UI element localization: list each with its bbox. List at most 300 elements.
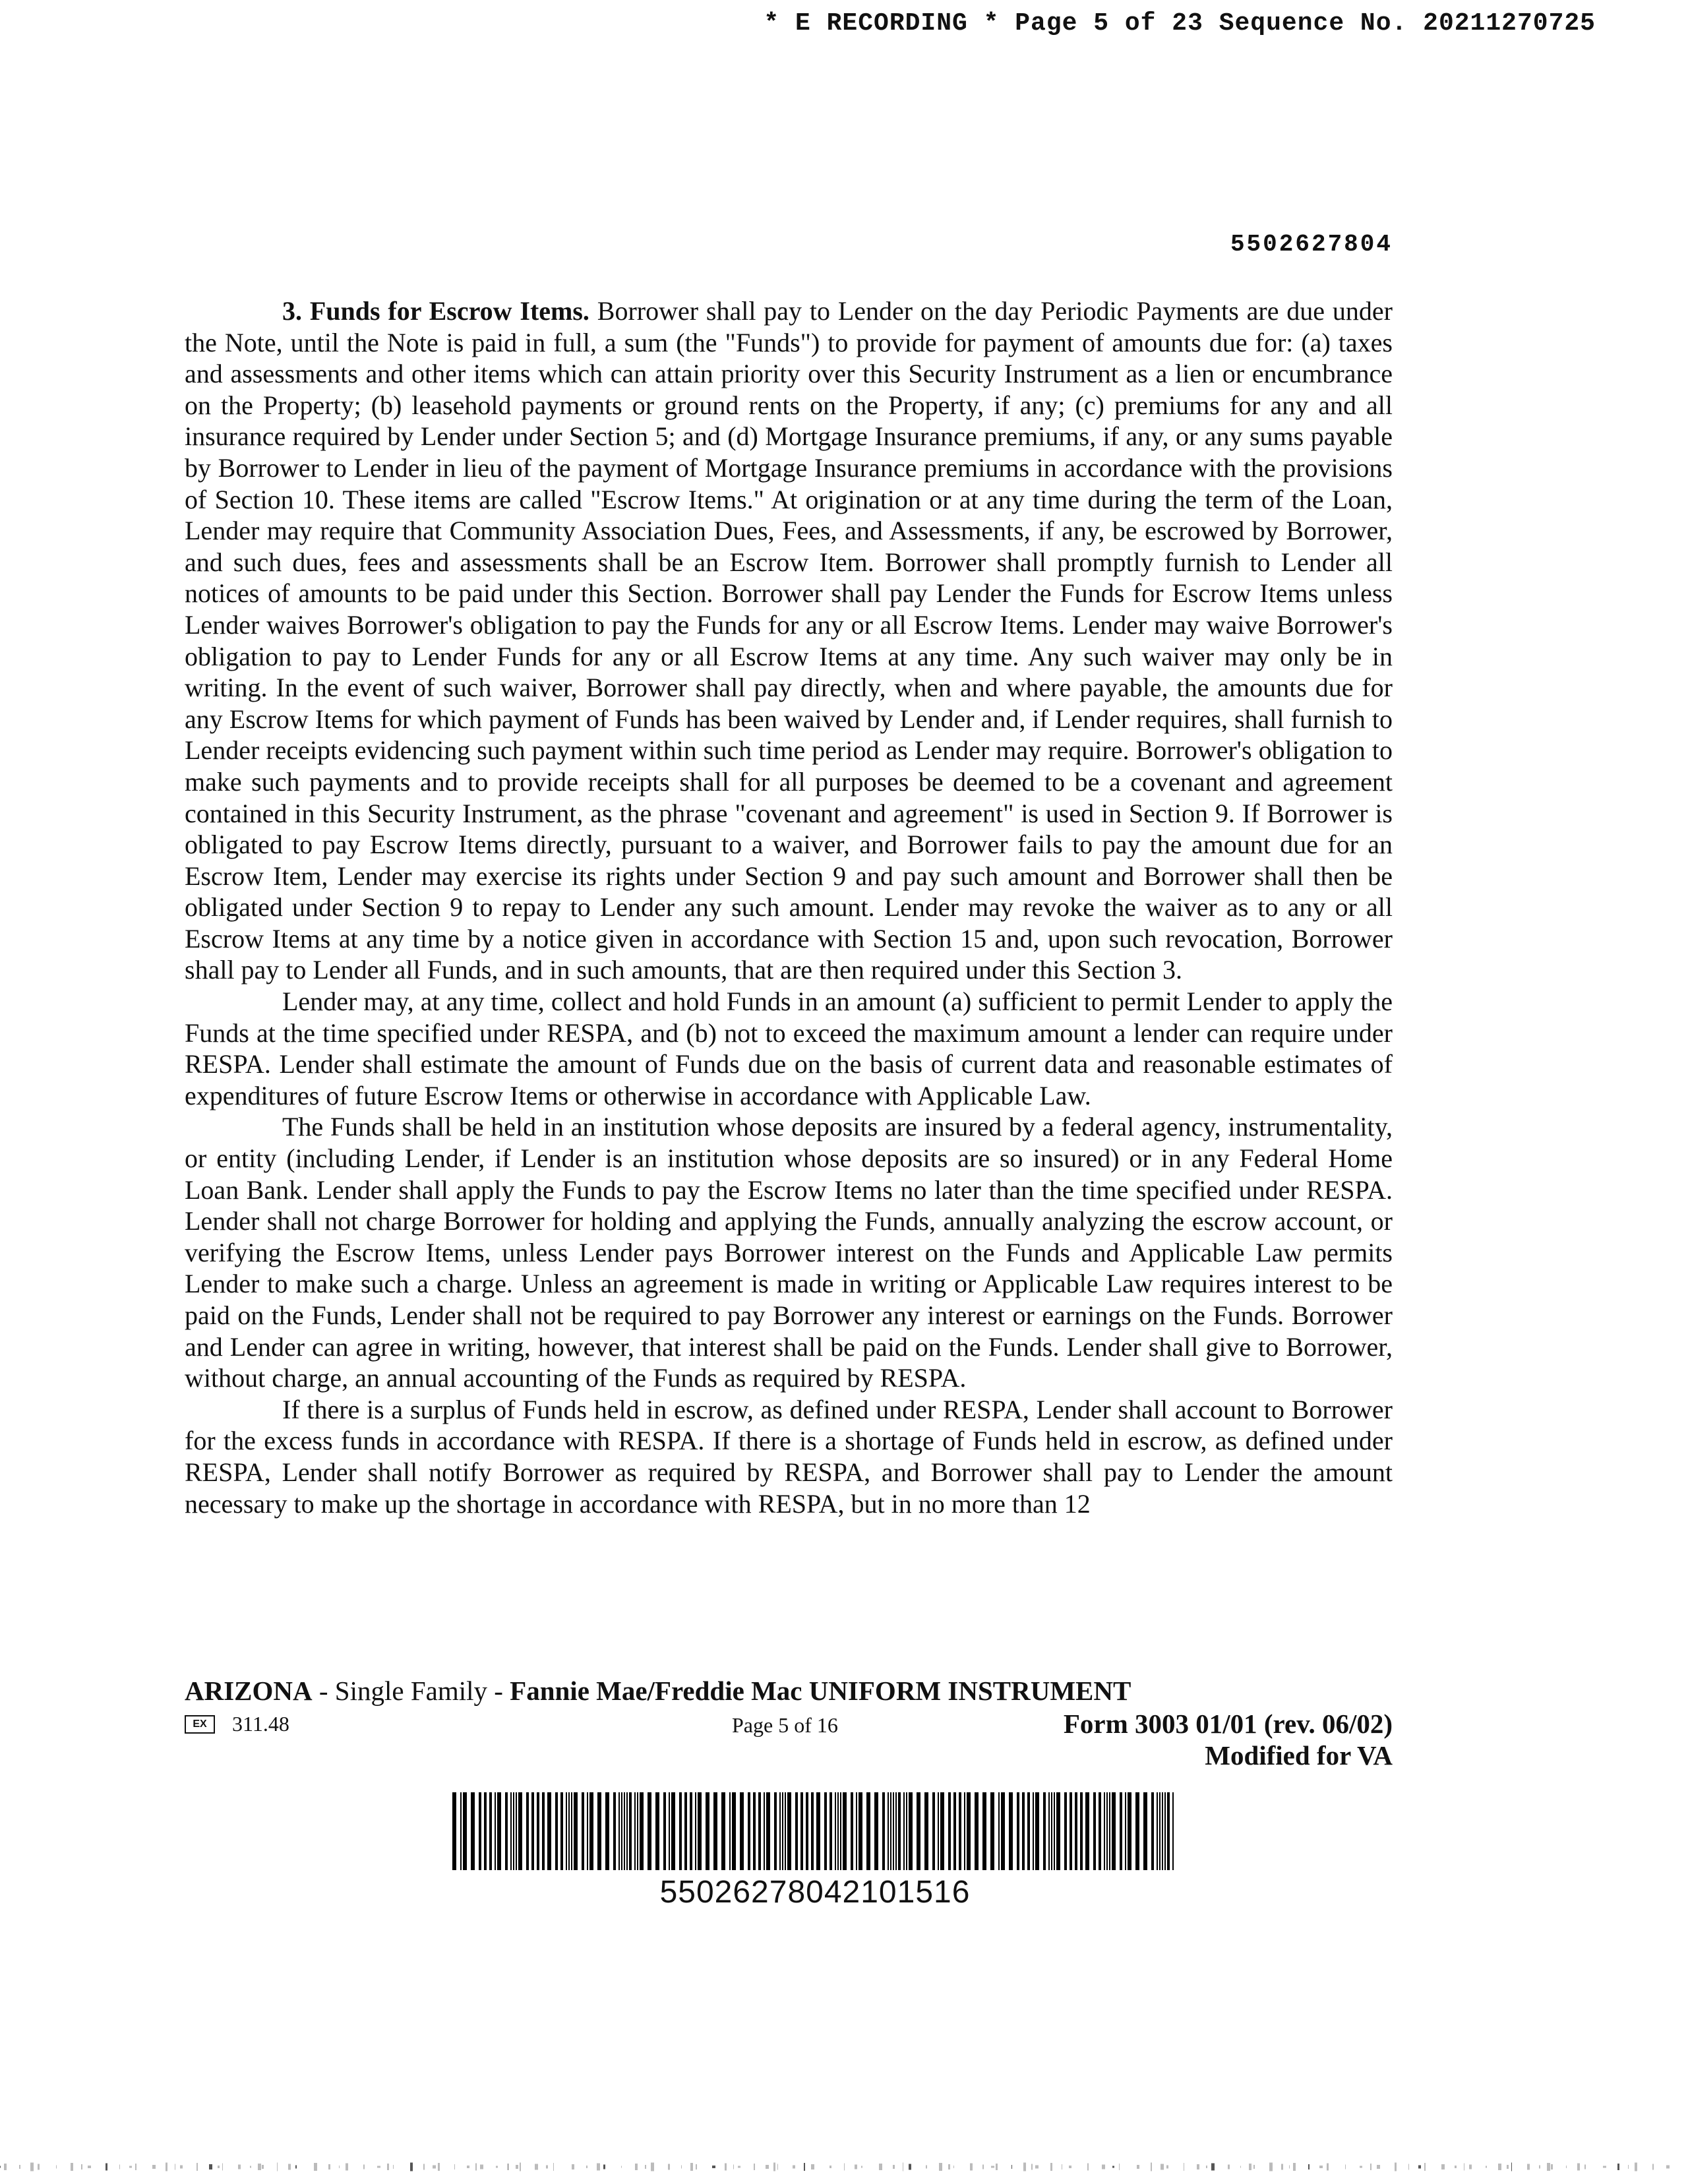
barcode-bar [597,1792,601,1870]
barcode-bar [1070,1792,1072,1870]
barcode-bar [893,1792,894,1870]
scan-speck [1370,2164,1372,2170]
barcode-bar [1035,1792,1039,1870]
scan-speck [238,2165,241,2169]
scan-speck [454,2164,455,2169]
barcode-bar [1109,1792,1110,1870]
barcode-bar [1080,1792,1083,1870]
scan-speck [438,2163,440,2171]
ex-logo-icon: EX [185,1715,215,1734]
scan-speck [773,2163,775,2171]
barcode-bar [640,1792,644,1870]
modified-note: Modified for VA [1205,1740,1393,1771]
barcode-bar [882,1792,885,1870]
barcode-bar [505,1792,508,1870]
barcode-bar [1054,1792,1055,1870]
barcode-bar [1064,1792,1067,1870]
scan-speck [1228,2165,1230,2169]
scan-speck [119,2165,120,2169]
scan-speck [1160,2164,1164,2170]
scan-speck [948,2164,950,2169]
barcode-bar [953,1792,956,1870]
scan-speck [1269,2163,1273,2171]
scan-speck [1360,2166,1362,2168]
scan-speck [520,2163,521,2171]
scan-speck [1469,2165,1472,2169]
barcode-bar [1143,1792,1147,1870]
barcode-bar [537,1792,539,1870]
scan-speck [387,2164,389,2170]
scan-speck [393,2165,394,2169]
barcode-bar [959,1792,961,1870]
scan-speck [793,2166,795,2169]
barcode-bar [555,1792,558,1870]
barcode-bar [948,1792,951,1870]
barcode-bar [732,1792,736,1870]
scan-speck [535,2164,538,2170]
scan-speck [56,2166,57,2169]
barcode-bar [924,1792,928,1870]
scan-speck [766,2165,769,2169]
barcode-bar [859,1792,862,1870]
barcode-bar [740,1792,744,1870]
scan-speck [467,2166,469,2168]
scan-speck [410,2163,413,2171]
loan-number: 5502627804 [1230,231,1393,258]
barcode-bar [840,1792,841,1870]
scan-speck [1539,2166,1540,2169]
scan-speck [1281,2164,1283,2170]
barcode-bar [795,1792,798,1870]
barcode-bar [811,1792,814,1870]
barcode-bar [816,1792,820,1870]
barcode-bar [906,1792,907,1870]
barcode-bar [637,1792,638,1870]
barcode-bar [1167,1792,1170,1870]
barcode-bar [990,1792,994,1870]
barcode-bar [774,1792,777,1870]
scan-speck [1424,2163,1426,2171]
scan-speck [1197,2164,1199,2169]
scan-speck [1011,2165,1012,2169]
section-heading: 3. Funds for Escrow Items. [282,296,589,326]
barcode-bar [542,1792,545,1870]
scan-speck [1249,2164,1251,2170]
barcode-bar [684,1792,687,1870]
barcode-bar [624,1792,625,1870]
barcode-bar [560,1792,563,1870]
barcode-bar [843,1792,847,1870]
scan-speck [38,2164,40,2170]
scan-speck [621,2166,622,2168]
scan-speck [645,2165,646,2169]
barcode-bar [729,1792,731,1870]
scan-speck [1498,2164,1501,2170]
barcode-bar [671,1792,675,1870]
scan-speck [475,2164,477,2171]
barcode-bar [669,1792,670,1870]
barcode-bar [1075,1792,1077,1870]
barcode-bar [909,1792,913,1870]
paragraph-surplus: If there is a surplus of Funds held in escrow, as defined under RESPA, Lender shall account to Borrower for the excess funds in accordance with RESPA. If there is a shortage of Funds held in escrow, as defined under RESPA, Lender shall notify Borrower as required by RESPA, and Borrower shall pay to Lender the amount necessary to make up the shortage in accordance with RESPA, but in no more than 12 [185,1394,1393,1519]
scan-speck [339,2166,340,2168]
scan-speck [135,2164,136,2170]
form-number: Form 3003 01/01 (rev. 06/02) [1063,1709,1393,1739]
scan-speck [480,2165,483,2169]
barcode-bar [479,1792,481,1870]
barcode-bar [940,1792,944,1870]
barcode-bar [566,1792,567,1870]
barcode-bar [932,1792,935,1870]
scan-speck [152,2165,156,2169]
scan-speck [1547,2163,1550,2171]
scan-speck [603,2165,605,2169]
scan-speck [1666,2166,1670,2169]
scan-speck [1050,2163,1052,2171]
scan-speck [1211,2164,1215,2171]
scan-speck [1395,2163,1397,2171]
barcode-bar [1027,1792,1030,1870]
barcode-bar [1112,1792,1116,1870]
scan-speck [1551,2164,1553,2169]
scan-speck [754,2164,755,2170]
barcode-bar [964,1792,965,1870]
barcode-bar [489,1792,492,1870]
barcode-bar [1120,1792,1122,1870]
footer-state: ARIZONA [185,1676,313,1706]
scan-speck [129,2166,132,2168]
barcode-bar [1099,1792,1101,1870]
scan-speck [1507,2165,1509,2169]
barcode-bar [1043,1792,1046,1870]
barcode-bar [1135,1792,1139,1870]
scan-speck [1240,2166,1241,2168]
scan-speck [1327,2164,1329,2171]
barcode-bar [829,1792,832,1870]
barcode-bar [998,1792,1000,1870]
barcode-bar [547,1792,551,1870]
barcode-bar [690,1792,692,1870]
barcode-number: 55026278042101516 [659,1875,971,1910]
scan-speck [1035,2166,1039,2169]
recording-header: * E RECORDING * Page 5 of 23 Sequence No. 20211270725 [764,9,1596,38]
scan-speck [681,2166,682,2169]
scan-speck [258,2164,261,2170]
scan-speck [804,2163,805,2171]
scan-speck [1566,2166,1567,2168]
barcode-bar [1048,1792,1050,1870]
scan-speck [1069,2166,1071,2168]
barcode-bar [748,1792,750,1870]
barcode-bar [1017,1792,1019,1870]
scan-speck [288,2164,291,2170]
barcode-bar [713,1792,717,1870]
scan-speck [733,2165,734,2169]
scan-speck [1166,2166,1168,2169]
scan-speck [855,2165,857,2169]
barcode-bar [766,1792,770,1870]
barcode-bar [495,1792,496,1870]
barcode-bar [1009,1792,1013,1870]
footer-page-number: Page 5 of 16 [732,1713,838,1737]
scan-speck [0,2166,1,2168]
scan-speck [277,2163,278,2171]
barcode-bar [589,1792,593,1870]
barcode-bar [1093,1792,1096,1870]
barcode-bar [888,1792,889,1870]
scan-speck [88,2166,91,2168]
barcode-bar [582,1792,584,1870]
scan-speck [1137,2165,1139,2169]
footer-form-number [1064,1708,1393,1771]
scan-speck [953,2166,954,2168]
barcode-bar [851,1792,853,1870]
scan-speck [1087,2164,1089,2171]
barcode-bar [779,1792,781,1870]
barcode-bar [574,1792,578,1870]
scan-speck [939,2163,942,2171]
scan-speck [1345,2165,1346,2169]
barcode-bar [721,1792,725,1870]
barcode-bar [1172,1792,1174,1870]
barcode-bar [917,1792,920,1870]
footer-instrument: Fannie Mae/Freddie Mac UNIFORM INSTRUMENT [510,1676,1131,1706]
barcode-bar [568,1792,570,1870]
barcode-bar [1164,1792,1166,1870]
barcode-bar [706,1792,709,1870]
scan-artifact-strip [0,2162,1688,2172]
barcode-bar [800,1792,803,1870]
barcode-bar [471,1792,475,1870]
barcode-bar [890,1792,891,1870]
barcode-bar [764,1792,765,1870]
scan-speck [1023,2163,1026,2171]
scan-speck [314,2163,317,2171]
barcode-bar [1085,1792,1089,1870]
barcode-bar [1056,1792,1060,1870]
footer-instrument-line [185,1675,1131,1707]
barcode-bar [1022,1792,1025,1870]
paragraph-funds-for-escrow [185,295,1393,986]
scan-speck [991,2166,994,2168]
scan-speck [1441,2164,1445,2169]
scan-speck [696,2164,697,2169]
barcode-bar [753,1792,756,1870]
scan-speck [1319,2166,1323,2168]
footer-form-code [185,1712,289,1736]
scan-speck [1377,2165,1380,2169]
barcode-bar [663,1792,666,1870]
scan-speck [1486,2166,1487,2168]
barcode-bar [513,1792,514,1870]
scan-speck [1418,2166,1421,2169]
scan-speck [262,2165,264,2169]
scan-speck [1635,2163,1637,2171]
scan-speck [861,2166,862,2168]
paragraph-text: Borrower shall pay to Lender on the day Periodic Payments are due under the Note, until the Note is paid in full, a sum (the "Funds") to provide for payment of amounts due for: (a) taxes and assessments and other items which can attain priority over this Security Instrument as a lien or encumbrance on the Property; (b) leasehold payments or ground rents on the Property, if any; (c) premiums for any and all insurance required by Lender under Section 5; and (d) Mortgage Insurance premiums, if any, or any sums payable by Borrower to Lender in lieu of the payment of Mortgage Insurance premiums in accordance with the provisions of Section 10. These items are called "Escrow Items." At origination or at any time during the term of the Loan, Lender may require that Community Association Dues, Fees, and Assessments, if any, be escrowed by Borrower, and such dues, fees and assessments shall be an Escrow Item. Borrower shall promptly furnish to Lender all notices of amounts to be paid under this Section. Borrower shall pay Lender the Funds for Escrow Items unless Lender waives Borrower's obligation to pay the Funds for any or all Escrow Items. Lender may waive Borrower's obligation to pay to Lender Funds for any or all Escrow Items at any time. Any such waiver may only be in writing. In the event of such waiver, Borrower shall pay directly, when and where payable, the amounts due for any Escrow Items for which payment of Funds has been waived by Lender and, if Lender requires, shall furnish to Lender receipts evidencing such payment within such time period as Lender may require. Borrower's obligation to make such payments and to provide receipts shall for all purposes be deemed to be a covenant and agreement contained in this Security Instrument, as the phrase "covenant and agreement" is used in Section 9. If Borrower is obligated to pay Escrow Items directly, pursuant to a waiver, and Borrower fails to pay the amount due for an Escrow Item, Lender may exercise its rights under Section 9 and pay such amount and Borrower shall then be obligated under Section 9 to repay to Lender any such amount. Lender may revoke the waiver as to any or all Escrow Items at any time by a notice given in accordance with Section 15 and, upon such revocation, Borrower shall pay to Lender all Funds, and in such amounts, that are then required under this Section 3. [185,296,1393,985]
barcode-bar [626,1792,628,1870]
scan-speck [328,2164,330,2169]
barcode-bar [463,1792,467,1870]
barcode-bar [938,1792,939,1870]
scan-speck [970,2164,973,2171]
scan-speck [81,2164,82,2169]
scan-speck [4,2164,7,2170]
scan-speck [1511,2163,1512,2171]
barcode-bar [648,1792,651,1870]
scan-speck [1408,2164,1409,2170]
scan-speck [496,2166,498,2168]
barcode-bar [571,1792,572,1870]
scan-speck [844,2164,845,2171]
scan-speck [19,2165,20,2169]
barcode-bar [1051,1792,1052,1870]
barcode-bar [866,1792,870,1870]
scan-speck [1151,2163,1152,2171]
scan-speck [71,2163,73,2171]
scan-speck [250,2166,251,2168]
barcode-bar [895,1792,897,1870]
barcode-bar [975,1792,979,1870]
barcode-bar [782,1792,783,1870]
barcode-bar [967,1792,971,1870]
barcode-bar [1125,1792,1126,1870]
barcode-bar [484,1792,487,1870]
scan-speck [1584,2165,1586,2169]
scan-speck [1293,2163,1296,2171]
scan-speck [180,2166,183,2169]
scan-speck [1031,2164,1033,2170]
scan-speck [1119,2164,1120,2170]
scan-speck [1603,2166,1606,2168]
barcode-bar [531,1792,534,1870]
scan-speck [777,2164,778,2170]
barcode-bar [634,1792,636,1870]
barcode-bar [982,1792,986,1870]
scan-speck [1628,2165,1629,2169]
form-code: 311.48 [232,1712,289,1736]
scan-speck [1206,2166,1207,2168]
barcode-bar [526,1792,529,1870]
scan-speck [218,2166,220,2168]
barcode-bar [1151,1792,1154,1870]
paragraph-collect-funds: Lender may, at any time, collect and hold Funds in an amount (a) sufficient to permit Lender to apply the Funds at the time specified under RESPA, and (b) not to exceed the maximum amount a lender can require under RESPA. Lender shall estimate the amount of Funds due on the basis of current data and reasonable estimates of expenditures of future Escrow Items or otherwise in accordance with Applicable Law. [185,986,1393,1110]
scan-speck [1289,2166,1290,2169]
barcode-bar [785,1792,786,1870]
scan-speck [635,2164,638,2170]
scan-speck [586,2166,588,2168]
barcode-bar [837,1792,839,1870]
barcode-bar [510,1792,512,1870]
barcode-bar [874,1792,878,1870]
barcode [452,1792,1178,1870]
scan-speck [712,2166,715,2168]
paragraph-funds-held: The Funds shall be held in an institution whose deposits are insured by a federal agency, instrumentality, or entity (including Lender, if Lender is an institution whose deposits are so insured) or in any Federal Home Loan Bank. Lender shall apply the Funds to pay the Escrow Items no later than the time specified under RESPA. Lender shall not charge Borrower for holding and applying the Funds, annually analyzing the escrow account, or verifying the Escrow Items, unless Lender pays Borrower interest on the Funds and Applicable Law permits Lender to make such a charge. Unless an agreement is made in writing or Applicable Law requires interest to be paid on the Funds, Lender shall not be required to pay Borrower any interest or earnings on the Funds. Borrower and Lender can agree in writing, however, that interest shall be paid on the Funds. Lender shall give to Borrower, without charge, an annual accounting of the Funds as required by RESPA. [185,1112,1393,1393]
scan-speck [738,2166,740,2168]
scan-speck [1652,2164,1654,2170]
barcode-bar [695,1792,696,1870]
scan-speck [516,2165,518,2169]
scan-speck [597,2164,600,2171]
barcode-bar [655,1792,659,1870]
barcode-bar [1001,1792,1005,1870]
scan-speck [668,2164,670,2170]
scan-speck [209,2164,212,2169]
scan-speck [377,2166,380,2168]
barcode-bar [452,1792,456,1870]
scan-speck [222,2164,223,2171]
scan-speck [1455,2166,1457,2168]
scan-speck [106,2164,107,2171]
scan-speck [725,2164,727,2171]
document-body [185,295,1393,1519]
scan-speck [811,2164,814,2169]
barcode-bar [613,1792,616,1870]
barcode-bar [460,1792,462,1870]
scan-speck [30,2163,34,2171]
scan-speck [1577,2164,1580,2171]
barcode-bar [898,1792,901,1870]
scan-speck [1253,2165,1255,2169]
barcode-bar [629,1792,632,1870]
barcode-bar [698,1792,702,1870]
scan-speck [295,2166,297,2169]
scan-speck [553,2163,554,2171]
scan-speck [1527,2164,1530,2170]
barcode-bar [806,1792,808,1870]
barcode-bar [516,1792,517,1870]
barcode-bar [1128,1792,1131,1870]
scan-speck [196,2163,198,2171]
barcode-bar [824,1792,827,1870]
scan-speck [1112,2166,1114,2168]
scan-speck [166,2163,167,2171]
barcode-bar [518,1792,522,1870]
barcode-bar [758,1792,761,1870]
barcode-bar [835,1792,836,1870]
barcode-bar [1162,1792,1163,1870]
scan-speck [996,2164,998,2170]
scan-speck [546,2166,548,2169]
barcode-bar [605,1792,609,1870]
scan-speck [572,2164,574,2169]
barcode-bar [903,1792,905,1870]
barcode-bar [618,1792,620,1870]
scan-speck [651,2163,654,2171]
barcode-bar [1106,1792,1108,1870]
barcode-bar [679,1792,682,1870]
scan-speck [346,2164,348,2171]
scan-speck [423,2164,425,2170]
barcode-bar [1159,1792,1160,1870]
scan-speck [909,2164,911,2170]
barcode-bar [787,1792,791,1870]
scan-speck [1308,2164,1310,2169]
barcode-bar [497,1792,501,1870]
scan-speck [433,2166,436,2169]
scan-speck [1617,2164,1619,2170]
barcode-bar [1104,1792,1105,1870]
scan-speck [926,2166,927,2169]
barcode-bar [621,1792,622,1870]
scan-speck [363,2165,365,2169]
scan-speck [879,2164,882,2170]
barcode-bar [1157,1792,1158,1870]
scan-speck [829,2166,831,2168]
barcode-bar [856,1792,857,1870]
scan-speck [690,2163,693,2171]
scan-speck [893,2165,895,2169]
